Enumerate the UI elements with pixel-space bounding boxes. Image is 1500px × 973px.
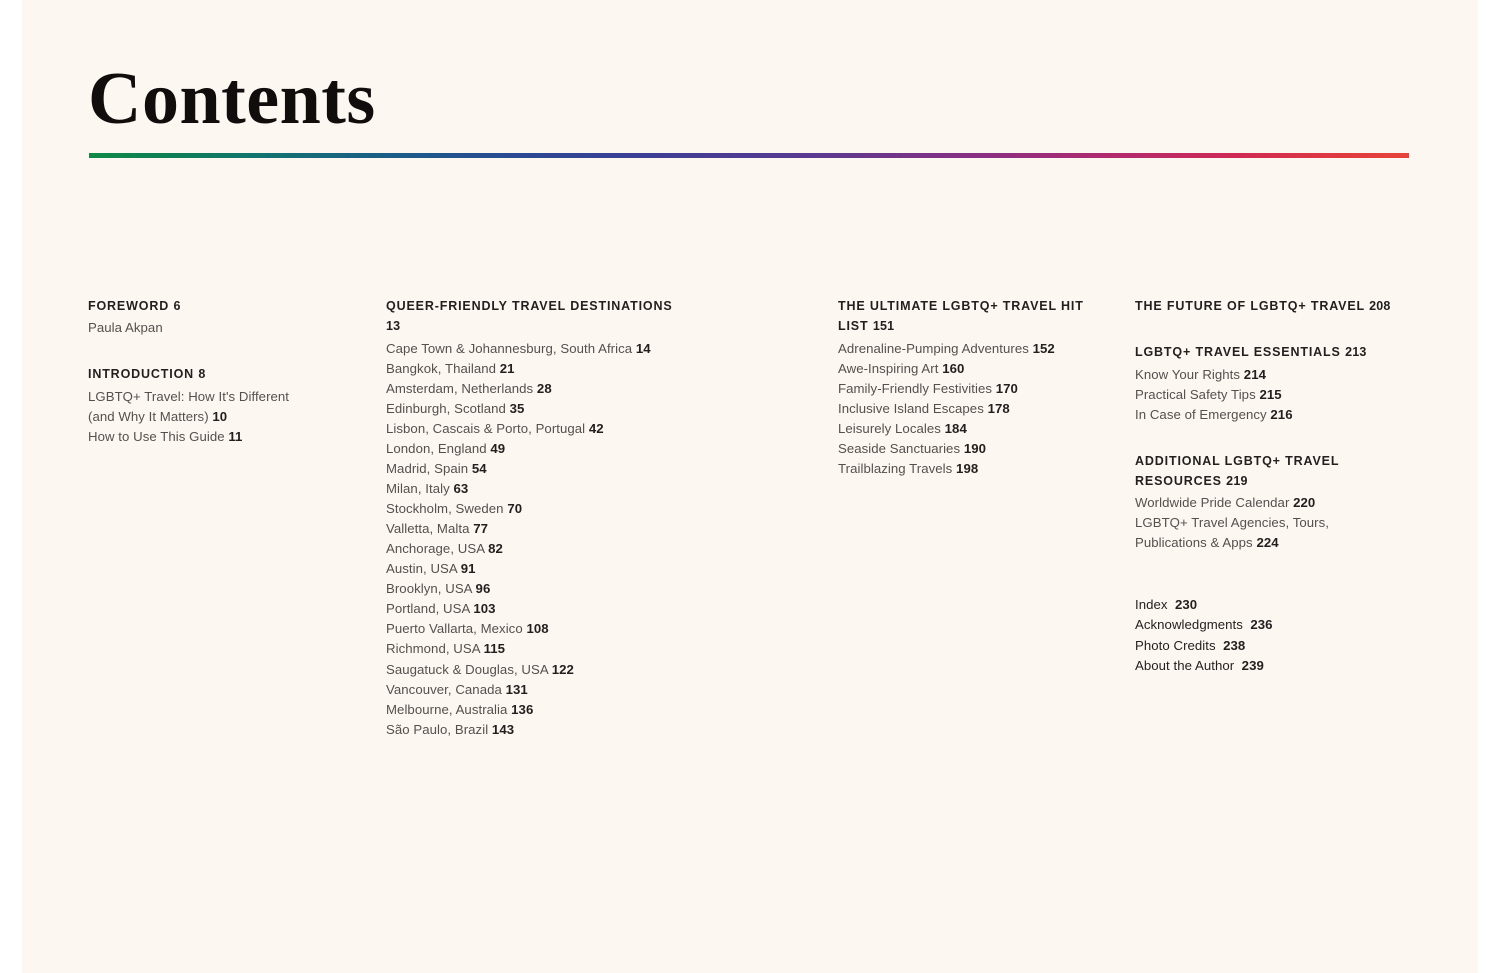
toc-entry[interactable]	[838, 419, 1108, 439]
contents-page	[22, 0, 1478, 973]
toc-entry[interactable]	[838, 439, 1108, 459]
toc-entry[interactable]	[1135, 636, 1425, 656]
toc-entry-label: Seaside Sanctuaries	[838, 440, 961, 456]
toc-entry-label: Acknowledgments	[1135, 617, 1243, 633]
toc-entry-page: 10	[212, 408, 228, 424]
toc-entry[interactable]	[386, 700, 676, 720]
toc-section-heading[interactable]	[1135, 342, 1425, 362]
toc-entry[interactable]	[386, 639, 676, 659]
toc-entry-label: Awe-Inspiring Art	[838, 360, 939, 376]
toc-section-page: 151	[872, 319, 895, 334]
toc-entry-label: Bangkok, Thailand	[386, 360, 497, 376]
toc-entry[interactable]	[386, 660, 676, 680]
toc-entry[interactable]	[386, 519, 676, 539]
toc-entry-page: 190	[963, 440, 987, 456]
toc-entry-label: Milan, Italy	[386, 480, 450, 496]
toc-entry-label: Anchorage, USA	[386, 541, 485, 557]
toc-entry-label: Edinburgh, Scotland	[386, 400, 506, 416]
toc-section-page: 219	[1226, 473, 1248, 488]
toc-entry[interactable]	[1135, 405, 1425, 425]
toc-entry-page: 35	[509, 400, 525, 416]
toc-entry[interactable]	[88, 407, 358, 427]
toc-entry-page: 238	[1223, 637, 1246, 653]
toc-entry[interactable]	[386, 579, 676, 599]
toc-entry[interactable]	[838, 379, 1108, 399]
toc-group-introduction	[88, 364, 358, 446]
toc-entry-label: Saugatuck & Douglas, USA	[386, 661, 548, 677]
toc-entry-page: 198	[956, 460, 979, 476]
toc-entry-page: 136	[511, 701, 534, 717]
toc-entry-label: Brooklyn, USA	[386, 581, 472, 597]
toc-entry[interactable]	[1135, 656, 1425, 676]
toc-entry[interactable]	[386, 499, 676, 519]
toc-entry-page: 91	[460, 561, 476, 577]
toc-group-foreword	[88, 296, 358, 338]
toc-back-matter	[1135, 595, 1425, 675]
contents-column-2	[386, 296, 676, 740]
toc-entry-page: 143	[491, 721, 515, 737]
toc-entry-label: Stockholm, Sweden	[386, 501, 504, 516]
toc-entry-label: Practical Safety Tips	[1135, 386, 1256, 402]
toc-entry[interactable]	[386, 619, 676, 639]
toc-entry-page: 96	[475, 581, 491, 597]
toc-entry-label: Inclusive Island Escapes	[838, 400, 984, 416]
toc-entry[interactable]	[1135, 493, 1425, 513]
toc-section-heading[interactable]	[1135, 296, 1425, 316]
spacer	[1135, 553, 1425, 595]
toc-entry[interactable]	[1135, 513, 1425, 533]
toc-entry-label: Paula Akpan	[88, 320, 163, 336]
toc-entry-page: 49	[490, 440, 506, 456]
toc-entry[interactable]	[1135, 615, 1425, 635]
toc-section-page: 213	[1345, 345, 1367, 360]
toc-section-title: THE FUTURE OF LGBTQ+ TRAVEL	[1135, 299, 1365, 313]
toc-entry-label: Leisurely Locales	[838, 420, 941, 436]
toc-entry-label: Know Your Rights	[1135, 366, 1241, 382]
toc-entry-page: 82	[488, 541, 503, 557]
toc-entry-page: 108	[526, 621, 549, 637]
toc-entry[interactable]	[386, 419, 676, 439]
toc-entry-label: In Case of Emergency	[1135, 406, 1267, 422]
toc-entry[interactable]	[838, 359, 1108, 379]
toc-entry[interactable]	[386, 359, 676, 379]
toc-entry-label: (and Why It Matters)	[88, 408, 209, 424]
rainbow-divider	[89, 153, 1409, 158]
contents-column-4	[1135, 296, 1425, 676]
toc-entry[interactable]	[386, 459, 676, 479]
toc-section-heading[interactable]	[88, 296, 358, 316]
toc-entry-label: Index	[1135, 597, 1168, 613]
toc-entry[interactable]	[386, 339, 676, 359]
toc-entry-page: 170	[995, 380, 1018, 396]
toc-section-page: 208	[1369, 299, 1391, 313]
toc-section-title: FOREWORD	[88, 299, 170, 313]
toc-entry-page: 160	[942, 360, 965, 376]
toc-entry-page: 54	[471, 460, 487, 476]
toc-section-page: 6	[173, 299, 181, 313]
toc-entry-label: Austin, USA	[386, 561, 458, 577]
toc-entry[interactable]	[88, 387, 358, 407]
contents-column-3	[838, 296, 1108, 479]
toc-entry-label: Lisbon, Cascais & Porto, Portugal	[386, 420, 586, 436]
toc-section-title: INTRODUCTION	[88, 367, 195, 382]
toc-entry-label: Adrenaline-Pumping Adventures	[838, 340, 1029, 356]
toc-entry[interactable]	[386, 439, 676, 459]
toc-group-future	[1135, 296, 1425, 316]
toc-group-destinations	[386, 296, 676, 740]
toc-entry-page: 42	[588, 420, 604, 436]
toc-entry-label: London, England	[386, 440, 487, 456]
toc-entry[interactable]	[838, 459, 1108, 479]
toc-entry-page: 70	[507, 501, 523, 516]
toc-entry-label: Portland, USA	[386, 601, 470, 617]
toc-entry-page: 77	[473, 521, 489, 537]
toc-entry-page: 216	[1270, 406, 1293, 422]
toc-entry[interactable]	[386, 720, 676, 740]
toc-entry-label: São Paulo, Brazil	[386, 721, 489, 737]
toc-section-title: LGBTQ+ TRAVEL ESSENTIALS	[1135, 345, 1341, 360]
toc-entry-page: 115	[483, 641, 506, 657]
toc-entry-page: 184	[944, 420, 967, 436]
toc-entry-page: 178	[987, 400, 1010, 416]
toc-entry-page: 131	[505, 681, 528, 697]
toc-entry-label: Melbourne, Australia	[386, 701, 508, 717]
toc-entry[interactable]	[386, 680, 676, 700]
toc-entry-page: 220	[1293, 495, 1316, 511]
toc-entry-label: Trailblazing Travels	[838, 460, 953, 476]
toc-entry-page: 214	[1243, 366, 1266, 382]
toc-entry-label: Richmond, USA	[386, 641, 480, 657]
toc-entry-page: 230	[1175, 597, 1198, 613]
toc-entry-page: 28	[536, 380, 552, 396]
toc-entry-label: LGBTQ+ Travel: How It's Different	[88, 388, 290, 404]
toc-entry-page: 21	[499, 360, 515, 376]
toc-entry[interactable]	[1135, 365, 1425, 385]
page-title: Contents	[88, 58, 376, 140]
toc-entry-page: 122	[551, 661, 574, 677]
toc-entry[interactable]	[88, 427, 358, 447]
toc-section-heading[interactable]	[386, 296, 676, 337]
toc-entry-page: 152	[1032, 340, 1055, 356]
toc-entry[interactable]	[386, 379, 676, 399]
toc-entry-label: Cape Town & Johannesburg, South Africa	[386, 340, 633, 356]
toc-entry-page: 103	[473, 601, 496, 617]
toc-entry-label: Amsterdam, Netherlands	[386, 380, 534, 396]
toc-entry[interactable]	[1135, 385, 1425, 405]
toc-entry-label: Madrid, Spain	[386, 460, 469, 476]
toc-section-page: 8	[198, 367, 206, 382]
toc-entry-label: Photo Credits	[1135, 637, 1216, 653]
toc-section-title: QUEER-FRIENDLY TRAVEL DESTINATIONS	[386, 299, 673, 313]
toc-section-page: 13	[386, 319, 401, 334]
toc-entry-label: LGBTQ+ Travel Agencies, Tours,	[1135, 515, 1329, 531]
toc-entry[interactable]	[838, 339, 1108, 359]
toc-group-hit-list	[838, 296, 1108, 479]
toc-entry[interactable]	[386, 399, 676, 419]
toc-entry[interactable]	[1135, 595, 1425, 615]
toc-entry-page: 63	[453, 480, 469, 496]
toc-entry[interactable]	[88, 318, 358, 338]
toc-section-heading[interactable]	[838, 296, 1108, 337]
toc-section-title: ADDITIONAL LGBTQ+ TRAVEL RESOURCES	[1135, 453, 1340, 488]
toc-entry-page: 224	[1256, 535, 1279, 551]
toc-entry-label: Puerto Vallarta, Mexico	[386, 621, 523, 637]
toc-entry[interactable]	[386, 599, 676, 619]
toc-entry[interactable]	[386, 479, 676, 499]
toc-entry[interactable]	[1135, 533, 1425, 553]
toc-entry-label: Publications & Apps	[1135, 535, 1253, 551]
toc-entry-label: Worldwide Pride Calendar	[1135, 495, 1290, 511]
toc-entry-label: Family-Friendly Festivities	[838, 380, 993, 396]
toc-entry-page: 215	[1259, 386, 1282, 402]
toc-entry-page: 239	[1241, 657, 1264, 673]
toc-entry-label: How to Use This Guide	[88, 428, 225, 444]
toc-group-resources	[1135, 451, 1425, 554]
toc-section-heading[interactable]	[1135, 451, 1425, 492]
toc-entry[interactable]	[838, 399, 1108, 419]
toc-group-essentials	[1135, 342, 1425, 424]
toc-entry-label: About the Author	[1135, 657, 1235, 673]
toc-entry[interactable]	[386, 539, 676, 559]
toc-section-title: THE ULTIMATE LGBTQ+ TRAVEL HIT LIST	[838, 299, 1084, 334]
toc-entry-page: 11	[228, 428, 243, 444]
toc-entry-page: 236	[1250, 617, 1273, 633]
toc-entry[interactable]	[386, 559, 676, 579]
contents-column-1	[88, 296, 358, 447]
toc-entry-label: Valletta, Malta	[386, 521, 470, 537]
toc-entry-label: Vancouver, Canada	[386, 681, 502, 697]
toc-entry-page: 14	[635, 340, 651, 356]
toc-section-heading[interactable]	[88, 364, 358, 384]
